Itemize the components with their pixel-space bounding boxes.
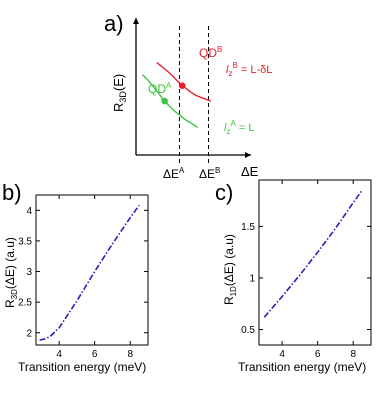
panel-c-axes (241, 180, 371, 360)
panel-a-x-axis-label: ΔE (241, 164, 259, 179)
panel-b-label: b) (2, 180, 22, 205)
panel-c-y-axis-label: $R_{1D}(\Delta E)$ (a.u) (222, 234, 238, 305)
panel-b-y-tick-label: 4 (26, 205, 32, 217)
marker-qd-b (179, 82, 186, 89)
panel-b-y-tick-label: 2 (26, 328, 32, 340)
panel-c-series-line (264, 190, 362, 317)
panel-c-plot-frame (259, 180, 371, 345)
panel-b-plot-frame (36, 195, 148, 345)
panel-c-y-tick-label: 1.5 (241, 221, 255, 233)
panel-b-x-tick-label: 4 (56, 349, 62, 360)
label-lz-a: $l_z^A = L$ (224, 119, 255, 136)
marker-qd-a (161, 98, 168, 105)
panel-b-x-tick-label: 8 (127, 349, 134, 360)
panel-c-label: c) (215, 180, 234, 205)
panel-b-x-tick-label: 6 (91, 349, 98, 360)
panel-b (2, 180, 148, 374)
panel-c-x-tick-label: 8 (350, 349, 357, 360)
label-qd-b: $QD^B$ (199, 45, 223, 60)
panel-b-y-tick-label: 3.5 (18, 236, 32, 248)
panel-c (215, 180, 371, 374)
panel-b-y-axis-label: $R_{3D}(\Delta E)$ (a.u) (3, 237, 19, 308)
label-lz-b: $l_z^B = L-\delta L$ (226, 61, 273, 78)
panel-b-series-line (40, 205, 140, 340)
panel-c-x-axis-label: Transition energy (meV) (238, 360, 367, 374)
panel-a-tick-delta-ea: $\Delta E^A$ (163, 166, 185, 181)
panel-b-y-tick-label: 2.5 (18, 297, 32, 309)
panel-c-x-tick-label: 6 (314, 349, 321, 360)
panel-a-tick-delta-eb: $\Delta E^B$ (199, 166, 221, 181)
panel-a-y-axis-label: $R_{3D}(E)$ (111, 73, 128, 112)
panel-c-x-tick-label: 4 (279, 349, 285, 360)
panel-b-y-tick-label: 3 (26, 267, 32, 279)
panel-a-label: a) (104, 11, 124, 36)
panel-a (104, 11, 272, 181)
label-qd-a: $QD^A$ (148, 81, 172, 96)
panel-c-y-tick-label: 0.5 (241, 325, 255, 337)
panel-c-y-tick-label: 1 (249, 273, 255, 285)
panel-b-x-axis-label: Transition energy (meV) (18, 360, 147, 374)
